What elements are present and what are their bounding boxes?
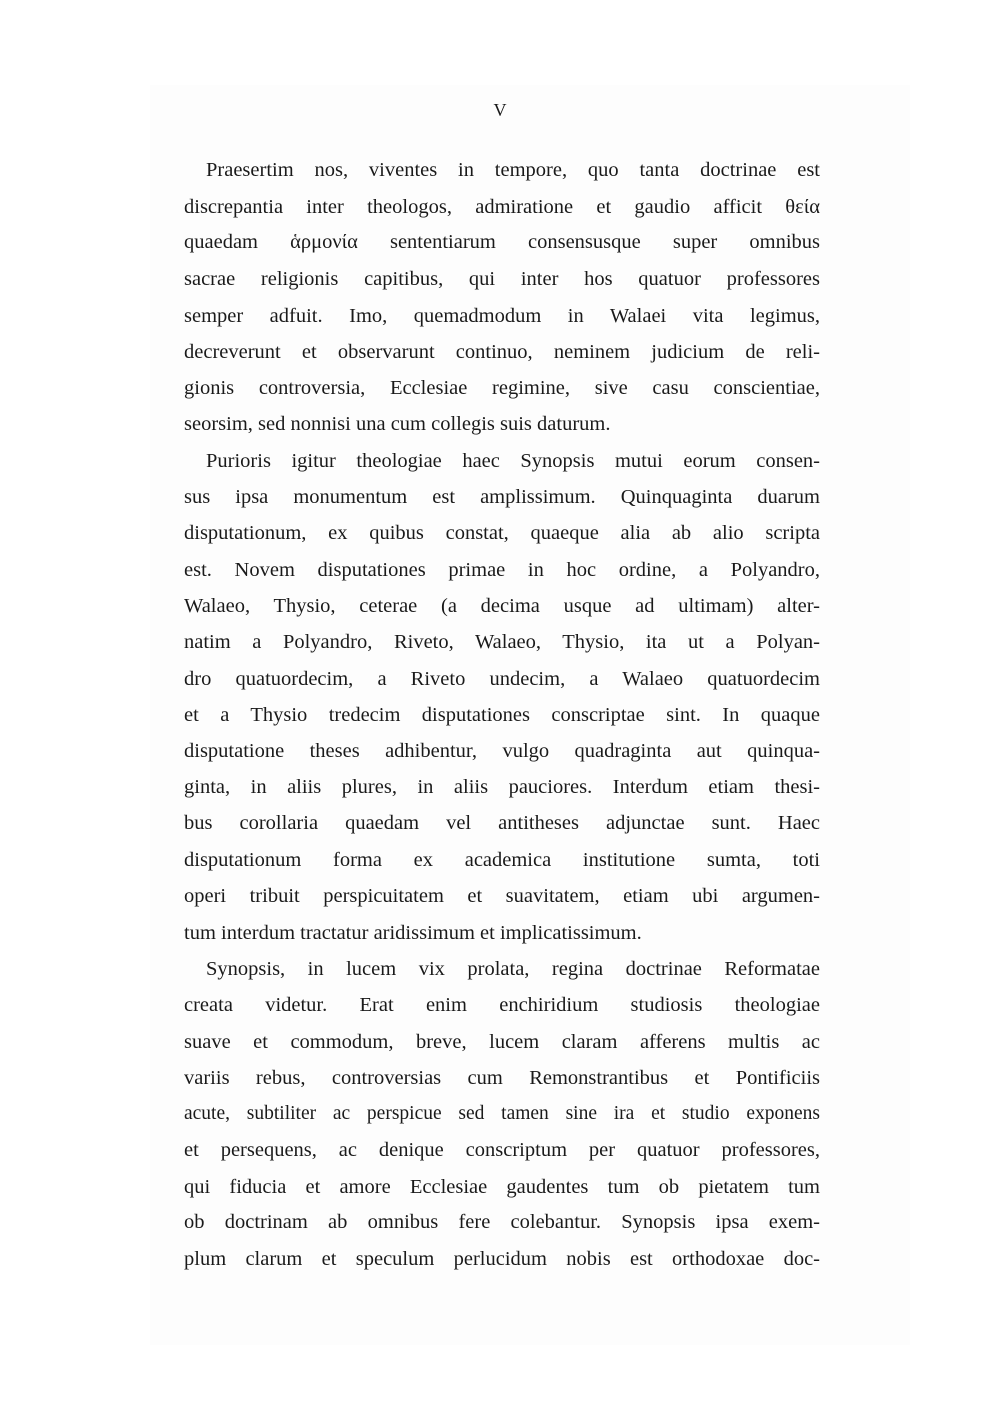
text-line: Purioris igitur theologiae haec Synopsis mutui eorum consen- — [206, 450, 820, 472]
text-line: natim a Polyandro, Riveto, Walaeo, Thysio, ita ut a Polyan- — [184, 631, 820, 653]
text-line: et a Thysio tredecim disputationes conscriptae sint. In quaque — [184, 704, 820, 726]
text-line: bus corollaria quaedam vel antitheses adjunctae sunt. Haec — [184, 812, 820, 834]
text-line: quaedam ἁρμονία sententiarum consensusque super omnibus — [184, 231, 820, 253]
text-line: operi tribuit perspicuitatem et suavitatem, etiam ubi argumen- — [184, 885, 820, 907]
text-line: disputationum forma ex academica institutione sumta, toti — [184, 849, 820, 871]
text-line: dro quatuordecim, a Riveto undecim, a Walaeo quatuordecim — [184, 668, 820, 690]
text-line: ob doctrinam ab omnibus fere colebantur. Synopsis ipsa exem- — [184, 1211, 820, 1233]
text-line: gionis controversia, Ecclesiae regimine, sive casu conscientiae, — [184, 377, 820, 399]
text-line: qui fiducia et amore Ecclesiae gaudentes tum ob pietatem tum — [184, 1176, 820, 1198]
page-number: V — [493, 100, 507, 120]
text-line: disputationum, ex quibus constat, quaeque alia ab alio scripta — [184, 522, 820, 544]
text-line: discrepantia inter theologos, admiratione et gaudio afficit θεία — [184, 196, 820, 218]
text-line: decreverunt et observarunt continuo, neminem judicium de reli- — [184, 341, 820, 363]
text-line: seorsim, sed nonnisi una cum collegis suis daturum. — [184, 413, 611, 435]
text-line: semper adfuit. Imo, quemadmodum in Walaei vita legimus, — [184, 305, 820, 327]
text-line: et persequens, ac denique conscriptum per quatuor professores, — [184, 1139, 820, 1161]
text-line: plum clarum et speculum perlucidum nobis est orthodoxae doc- — [184, 1248, 820, 1270]
text-line: tum interdum tractatur aridissimum et implicatissimum. — [184, 922, 642, 944]
text-line: est. Novem disputationes primae in hoc ordine, a Polyandro, — [184, 559, 820, 581]
text-line: sus ipsa monumentum est amplissimum. Quinquaginta duarum — [184, 486, 820, 508]
text-line: acute, subtiliter ac perspicue sed tamen sine ira et studio exponens — [184, 1103, 820, 1124]
text-line: creata videtur. Erat enim enchiridium studiosis theologiae — [184, 994, 820, 1016]
text-line: ginta, in aliis plures, in aliis pauciores. Interdum etiam thesi- — [184, 776, 820, 798]
text-line: Praesertim nos, viventes in tempore, quo tanta doctrinae est — [206, 159, 820, 181]
text-line: sacrae religionis capitibus, qui inter hos quatuor professores — [184, 268, 820, 290]
text-line: variis rebus, controversias cum Remonstrantibus et Pontificiis — [184, 1067, 820, 1089]
text-line: Walaeo, Thysio, ceterae (a decima usque ad ultimam) alter- — [184, 595, 820, 617]
text-line: disputatione theses adhibentur, vulgo quadraginta aut quinqua- — [184, 740, 820, 762]
text-line: Synopsis, in lucem vix prolata, regina doctrinae Reformatae — [206, 958, 820, 980]
text-line: suave et commodum, breve, lucem claram afferens multis ac — [184, 1031, 820, 1053]
